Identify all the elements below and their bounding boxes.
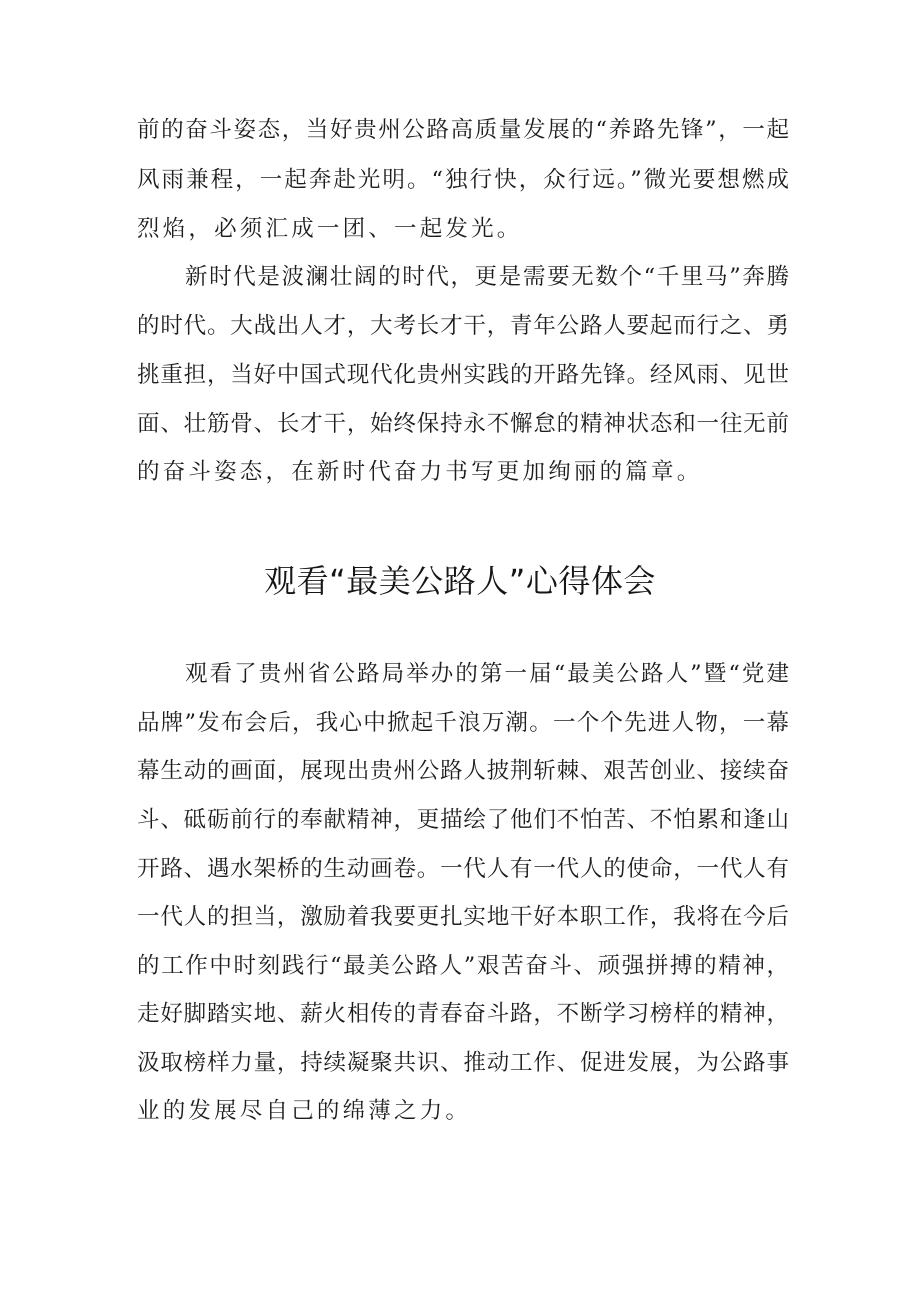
paragraph-line: 品牌”发布会后，我心中掀起千浪万潮。一个个先进人物，一幕	[137, 710, 789, 736]
paragraph-line: 面、壮筋骨、长才干，始终保持永不懈怠的精神状态和一往无前	[137, 411, 789, 437]
paragraph-line: 汲取榜样力量，持续凝聚共识、推动工作、促进发展，为公路事	[137, 1050, 789, 1076]
paragraph-line: 开路、遇水架桥的生动画卷。一代人有一代人的使命，一代人有	[137, 856, 789, 882]
paragraph-line: 幕生动的画面，展现出贵州公路人披荆斩棘、艰苦创业、接续奋	[137, 758, 789, 784]
paragraph-line: 的奋斗姿态，在新时代奋力书写更加绚丽的篇章。	[137, 459, 703, 485]
paragraph-line: 走好脚踏实地、薪火相传的青春奋斗路，不断学习榜样的精神，	[137, 1001, 789, 1027]
paragraph-line: 挑重担，当好中国式现代化贵州实践的开路先锋。经风雨、见世	[137, 362, 789, 388]
paragraph-line: 烈焰，必须汇成一团、一起发光。	[137, 216, 523, 242]
paragraph-line: 的时代。大战出人才，大考长才干，青年公路人要起而行之、勇	[137, 313, 789, 339]
paragraph-line: 的工作中时刻践行“最美公路人”艰苦奋斗、顽强拼搏的精神，	[137, 953, 789, 979]
section-title: 观看“最美公路人”心得体会	[264, 562, 656, 600]
paragraph-line: 新时代是波澜壮阔的时代，更是需要无数个“千里马”奔腾	[185, 264, 789, 290]
paragraph-line: 观看了贵州省公路局举办的第一届“最美公路人”暨“党建	[185, 661, 789, 687]
paragraph-line: 前的奋斗姿态，当好贵州公路高质量发展的“养路先锋”，一起	[137, 117, 789, 143]
paragraph-line: 斗、砥砺前行的奉献精神，更描绘了他们不怕苦、不怕累和逢山	[137, 807, 789, 833]
paragraph-line: 业的发展尽自己的绵薄之力。	[137, 1098, 472, 1124]
paragraph-line: 一代人的担当，激励着我要更扎实地干好本职工作，我将在今后	[137, 904, 789, 930]
paragraph-line: 风雨兼程，一起奔赴光明。“独行快，众行远。”微光要想燃成	[137, 167, 789, 193]
